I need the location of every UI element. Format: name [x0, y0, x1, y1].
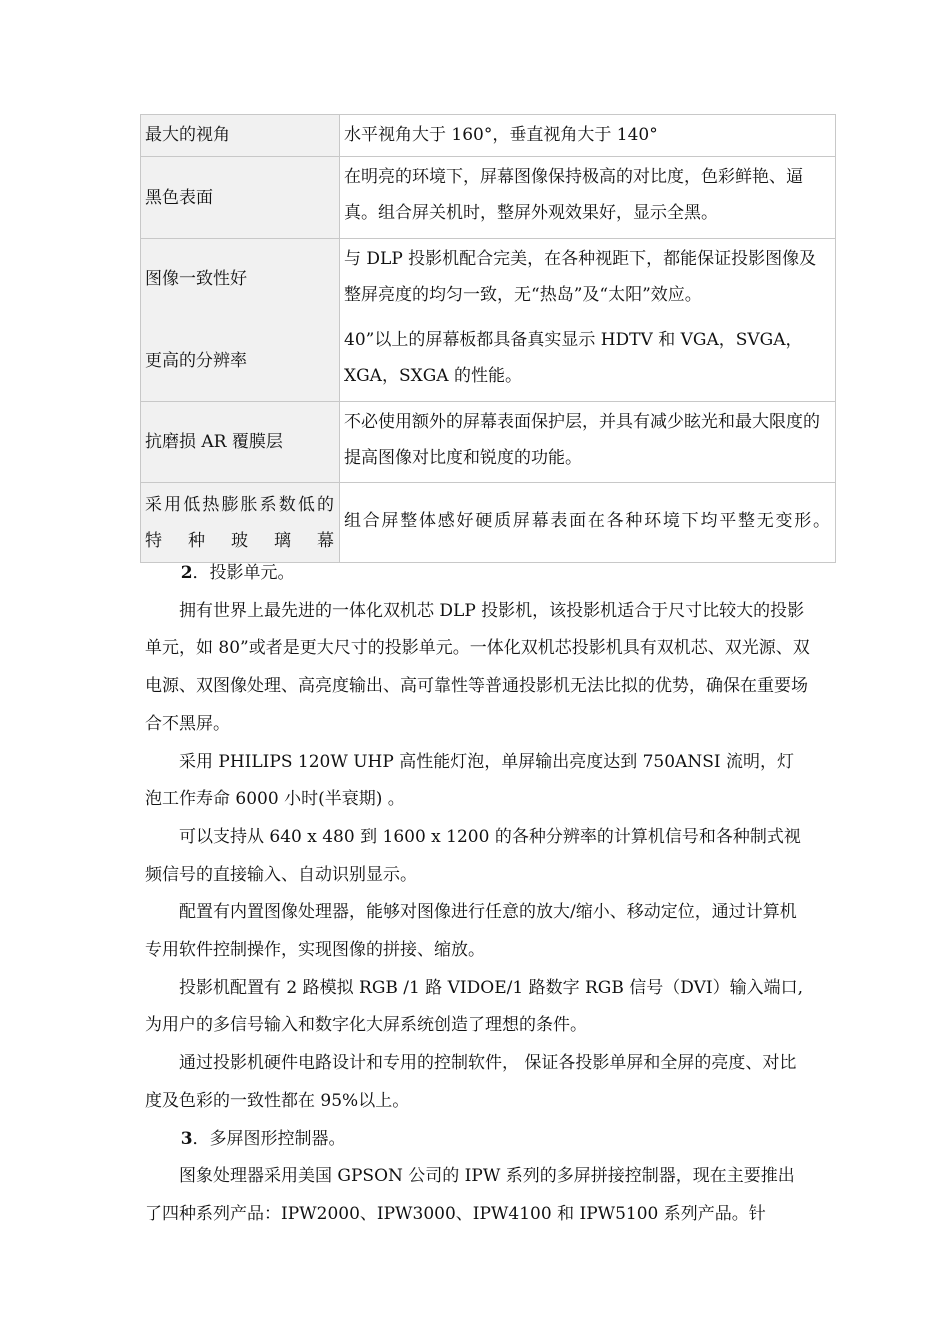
section-number: 2 [180, 563, 193, 583]
section-title: ．多屏图形控制器。 [192, 1128, 346, 1149]
feature-label: 黑色表面 [141, 157, 340, 239]
feature-desc: 组合屏整体感好硬质屏幕表面在各种环境下均平整无变形。 [340, 483, 836, 563]
table-row [141, 320, 836, 402]
feature-label: 最大的视角 [141, 115, 340, 157]
section-heading [145, 1121, 810, 1159]
feature-desc: 不必使用额外的屏幕表面保护层，并具有减少眩光和最大限度的提高图像对比度和锐度的功能。 [340, 402, 836, 483]
feature-label: 更高的分辨率 [141, 320, 340, 402]
paragraph: 采用 PHILIPS 120W UHP 高性能灯泡，单屏输出亮度达到 750ANSI 流明，灯泡工作寿命 6000 小时(半衰期) 。 [145, 751, 794, 810]
body-text [145, 555, 810, 1234]
feature-desc: 40”以上的屏幕板都具备真实显示 HDTV 和 VGA，SVGA，XGA，SXGA 的性能。 [340, 320, 836, 402]
paragraph: 可以支持从 640 x 480 到 1600 x 1200 的各种分辨率的计算机信号和各种制式视频信号的直接输入、自动识别显示。 [145, 826, 801, 885]
paragraph: 投影机配置有 2 路模拟 RGB /1 路 VIDOE/1 路数字 RGB 信号（DVI）输入端口, 为用户的多信号输入和数字化大屏系统创造了理想的条件。 [145, 977, 803, 1036]
feature-desc: 在明亮的环境下，屏幕图像保持极高的对比度，色彩鲜艳、逼真。组合屏关机时，整屏外观效果好，显示全黑。 [340, 157, 836, 239]
feature-desc: 与 DLP 投影机配合完美，在各种视距下，都能保证投影图像及整屏亮度的均匀一致，无“热岛”及“太阳”效应。 [340, 239, 836, 320]
section-number: 3 [180, 1128, 193, 1149]
feature-label: 抗磨损 AR 覆膜层 [141, 402, 340, 483]
feature-desc: 水平视角大于 160°，垂直视角大于 140° [340, 115, 836, 157]
paragraph: 通过投影机硬件电路设计和专用的控制软件， 保证各投影单屏和全屏的亮度、对比度及色彩的一致性都在 95%以上。 [145, 1053, 797, 1111]
section-heading [145, 555, 810, 593]
table-row [141, 239, 836, 320]
paragraph: 配置有内置图像处理器，能够对图像进行任意的放大/缩小、移动定位，通过计算机专用软件控制操作，实现图像的拼接、缩放。 [145, 902, 797, 961]
table-row [141, 115, 836, 157]
table-row [141, 483, 836, 563]
paragraph: 图象处理器采用美国 GPSON 公司的 IPW 系列的多屏拼接控制器，现在主要推出了四种系列产品：IPW2000、IPW3000、IPW4100 和 IPW5100 系列产品。针 [145, 1166, 795, 1224]
table-row [141, 157, 836, 239]
section-title: ．投影单元。 [192, 563, 295, 583]
feature-label: 采用低热膨胀系数低的特种玻璃幕 [141, 483, 340, 563]
feature-table [140, 114, 836, 563]
table-row [141, 402, 836, 483]
feature-label: 图像一致性好 [141, 239, 340, 320]
paragraph: 拥有世界上最先进的一体化双机芯 DLP 投影机，该投影机适合于尺寸比较大的投影单元，如 80”或者是更大尺寸的投影单元。一体化双机芯投影机具有双机芯、双光源、双电源、双图像处理、高亮度输出、高可靠性等普通投影机无法比拟的优势，确保在重要场合不黑屏。 [145, 600, 810, 734]
